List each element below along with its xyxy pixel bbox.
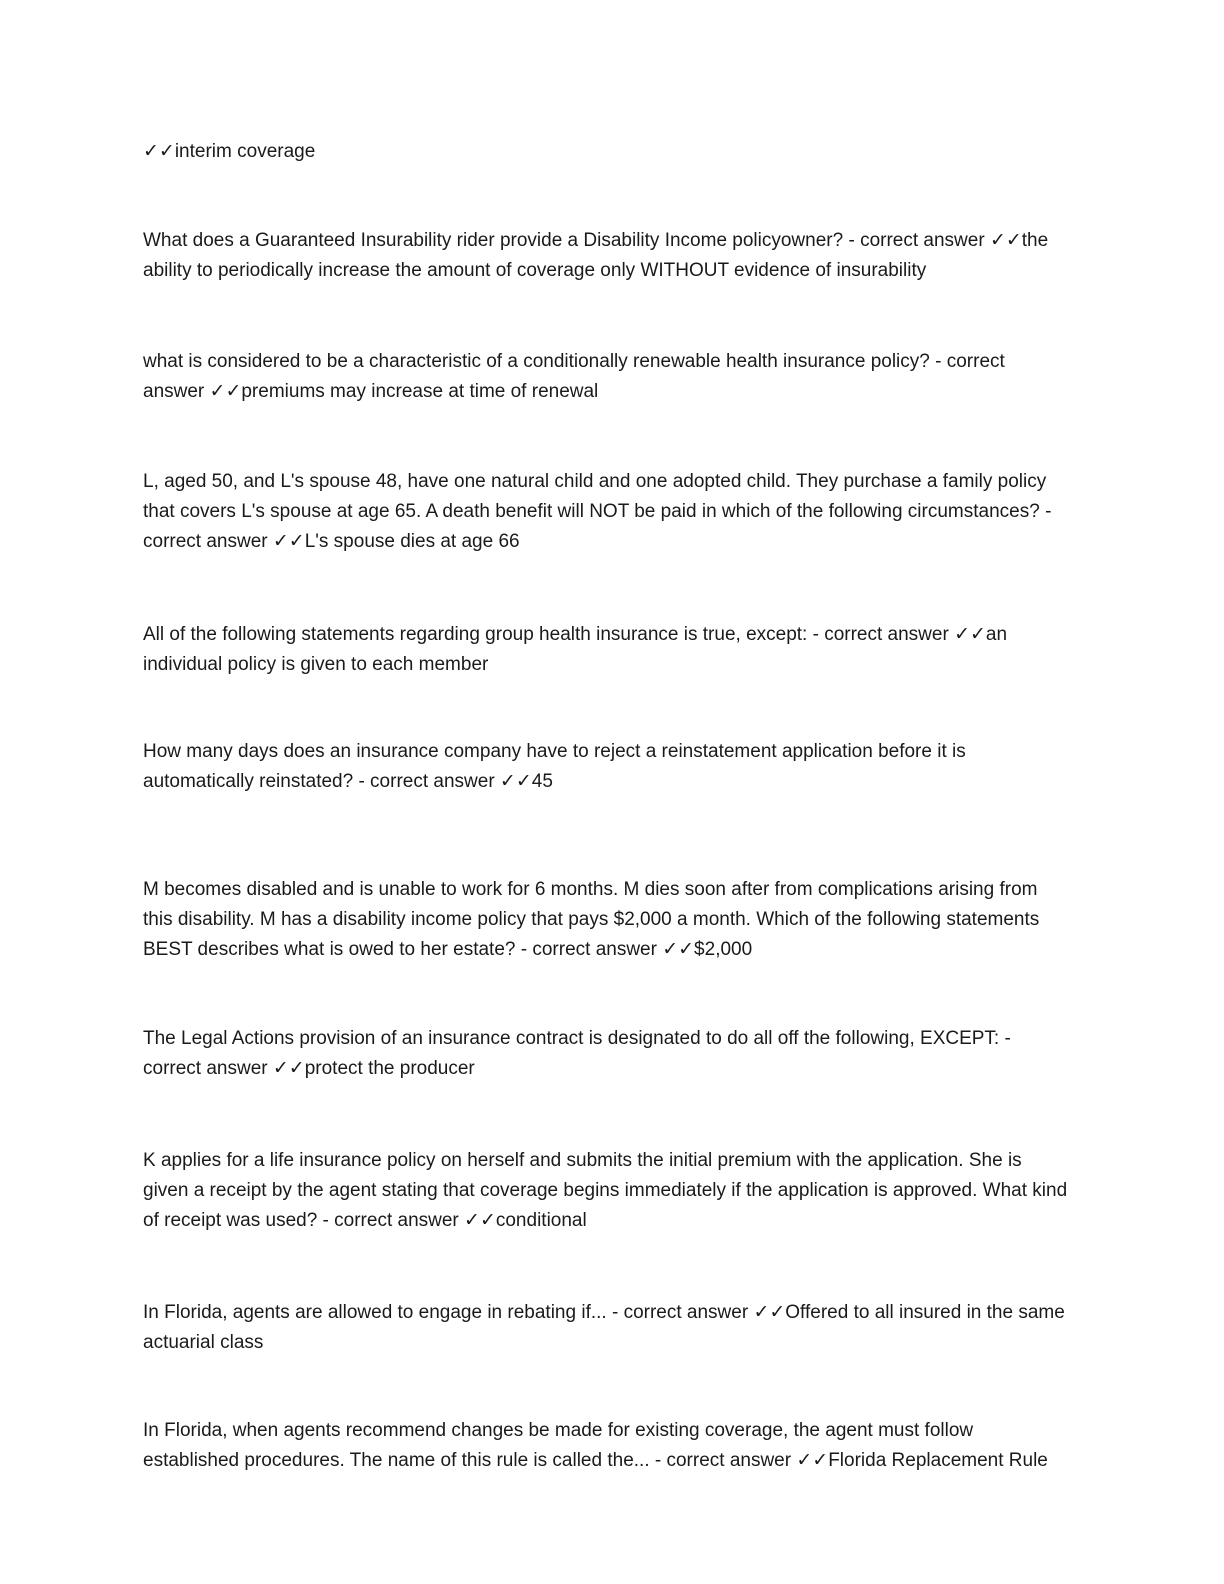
qa-florida-replacement-rule: In Florida, when agents recommend changes be made for existing coverage, the agent must follow established procedures. The name of this rule is called the... - correct answer ✓✓Florida Replacement Rule — [143, 1420, 1048, 1471]
qa-conditionally-renewable: what is considered to be a characteristic of a conditionally renewable health insurance policy? - correct answer ✓✓premiums may increase at time of renewal — [143, 351, 1005, 402]
qa-group-health-insurance: All of the following statements regarding group health insurance is true, except: - correct answer ✓✓an individual policy is given to each member — [143, 624, 1008, 675]
qa-florida-rebating: In Florida, agents are allowed to engage in rebating if... - correct answer ✓✓Offered to all insured in the same actuarial class — [143, 1302, 1065, 1353]
qa-reinstatement-days: How many days does an insurance company have to reject a reinstatement application before it is automatically reinstated? - correct answer ✓✓45 — [143, 741, 966, 792]
qa-guaranteed-insurability: What does a Guaranteed Insurability rider provide a Disability Income policyowner? - correct answer ✓✓the ability to periodically increase the amount of coverage only WITHOUT evidence of insurability — [143, 230, 1049, 281]
qa-family-policy-death-benefit: L, aged 50, and L's spouse 48, have one natural child and one adopted child. They purchase a family policy that covers L's spouse at age 65. A death benefit will NOT be paid in which of the following circumstances? - correct answer ✓✓L's spouse dies at age 66 — [143, 471, 1052, 552]
qa-legal-actions-provision: The Legal Actions provision of an insurance contract is designated to do all off the following, EXCEPT: - correct answer ✓✓protect the producer — [143, 1028, 1011, 1079]
qa-disability-estate: M becomes disabled and is unable to work for 6 months. M dies soon after from complications arising from this disability. M has a disability income policy that pays $2,000 a month. Which of the following statements BEST describes what is owed to her estate? - correct answer ✓✓$2,000 — [143, 879, 1040, 960]
qa-receipt-type: K applies for a life insurance policy on herself and submits the initial premium with the application. She is given a receipt by the agent stating that coverage begins immediately if the application is approved. What kind of receipt was used? - correct answer ✓✓conditional — [143, 1150, 1068, 1231]
answer-fragment-interim-coverage: ✓✓interim coverage — [143, 141, 316, 162]
